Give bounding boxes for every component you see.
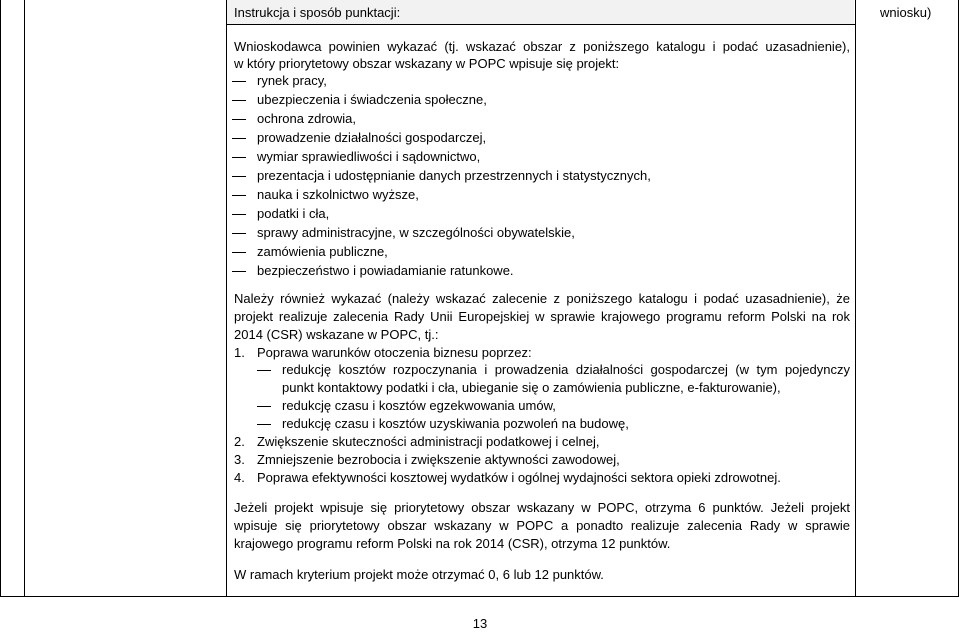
list-number: 1. bbox=[234, 345, 245, 360]
intro-paragraph-line: w który priorytetowy obszar wskazany w POPC wpisuje się projekt: bbox=[234, 56, 620, 71]
dash-bullet-icon bbox=[257, 424, 271, 425]
list-item-text: prowadzenie działalności gospodarczej, bbox=[257, 130, 487, 145]
dash-bullet-icon bbox=[232, 252, 246, 253]
dash-bullet-icon bbox=[232, 100, 246, 101]
list-item-text: podatki i cła, bbox=[257, 206, 330, 221]
dash-bullet-icon bbox=[232, 195, 246, 196]
list-item-text: ubezpieczenia i świadczenia społeczne, bbox=[257, 92, 487, 107]
list-item-text: bezpieczeństwo i powiadamianie ratunkowe. bbox=[257, 263, 514, 278]
list-item-text: Zmniejszenie bezrobocia i zwiększenie aktywności zawodowej, bbox=[257, 452, 620, 467]
list-item-text: rynek pracy, bbox=[257, 73, 327, 88]
dash-bullet-icon bbox=[232, 233, 246, 234]
table-border-left bbox=[0, 0, 1, 596]
intro-paragraph-line: Wnioskodawca powinien wykazać (tj. wskazać obszar z poniższego katalogu i podać uzasadnienie), bbox=[234, 39, 850, 54]
table-column-divider bbox=[24, 0, 25, 596]
page-number: 13 bbox=[472, 616, 488, 631]
column-header-fragment: wniosku) bbox=[880, 5, 932, 20]
list-number: 2. bbox=[234, 434, 245, 449]
list-number: 3. bbox=[234, 452, 245, 467]
dash-bullet-icon bbox=[232, 157, 246, 158]
table-column-divider bbox=[226, 0, 227, 596]
dash-bullet-icon bbox=[232, 81, 246, 82]
list-item-text: Zwiększenie skuteczności administracji podatkowej i celnej, bbox=[257, 434, 600, 449]
list-item-text: prezentacja i udostępnianie danych przestrzennych i statystycznych, bbox=[257, 168, 651, 183]
dash-bullet-icon bbox=[232, 214, 246, 215]
table-border-right bbox=[958, 0, 959, 596]
recommendation-paragraph-line: projekt realizuje zalecenia Rady Unii Europejskiej w sprawie krajowego programu reform Polski na rok bbox=[234, 309, 850, 324]
header-row-divider bbox=[226, 24, 855, 25]
list-item-text: redukcję czasu i kosztów egzekwowania umów, bbox=[282, 398, 556, 413]
recommendation-paragraph-line: 2014 (CSR) wskazane w POPC, tj.: bbox=[234, 327, 439, 342]
scoring-paragraph-line: krajowego programu reform Polski na rok 2014 (CSR), otrzyma 12 punktów. bbox=[234, 536, 671, 551]
dash-bullet-icon bbox=[257, 406, 271, 407]
dash-bullet-icon bbox=[232, 271, 246, 272]
dash-bullet-icon bbox=[232, 176, 246, 177]
list-item-text: punkt kontaktowy podatki i cła, ubieganie się o zamówienia publiczne, e-fakturowanie), bbox=[282, 380, 781, 395]
dash-bullet-icon bbox=[257, 370, 271, 371]
scoring-paragraph-line: Jeżeli projekt wpisuje się priorytetowy obszar wskazany w POPC, otrzyma 6 punktów. Jeżeli projekt bbox=[234, 500, 850, 515]
list-item-text: Poprawa efektywności kosztowej wydatków i ogólnej wydajności sektora opieki zdrowotnej. bbox=[257, 470, 781, 485]
table-column-divider bbox=[855, 0, 856, 596]
scoring-summary: W ramach kryterium projekt może otrzymać 0, 6 lub 12 punktów. bbox=[234, 567, 604, 582]
list-number: 4. bbox=[234, 470, 245, 485]
instruction-heading: Instrukcja i sposób punktacji: bbox=[234, 5, 401, 20]
recommendation-paragraph-line: Należy również wykazać (należy wskazać zalecenie z poniższego katalogu i podać uzasadnienie), że bbox=[234, 291, 850, 306]
list-item-text: redukcję kosztów rozpoczynania i prowadzenia działalności gospodarczej (w tym pojedynczy bbox=[282, 362, 850, 377]
list-item-text: zamówienia publiczne, bbox=[257, 244, 388, 259]
list-item-text: redukcję czasu i kosztów uzyskiwania pozwoleń na budowę, bbox=[282, 416, 629, 431]
list-item-text: Poprawa warunków otoczenia biznesu poprzez: bbox=[257, 345, 532, 360]
list-item-text: sprawy administracyjne, w szczególności obywatelskie, bbox=[257, 225, 575, 240]
dash-bullet-icon bbox=[232, 119, 246, 120]
dash-bullet-icon bbox=[232, 138, 246, 139]
table-border-bottom bbox=[0, 596, 959, 597]
list-item-text: nauka i szkolnictwo wyższe, bbox=[257, 187, 419, 202]
list-item-text: wymiar sprawiedliwości i sądownictwo, bbox=[257, 149, 481, 164]
scoring-paragraph-line: wpisuje się priorytetowy obszar wskazany w POPC a ponadto realizuje zalecenia Rady w sprawie bbox=[234, 518, 850, 533]
list-item-text: ochrona zdrowia, bbox=[257, 111, 356, 126]
